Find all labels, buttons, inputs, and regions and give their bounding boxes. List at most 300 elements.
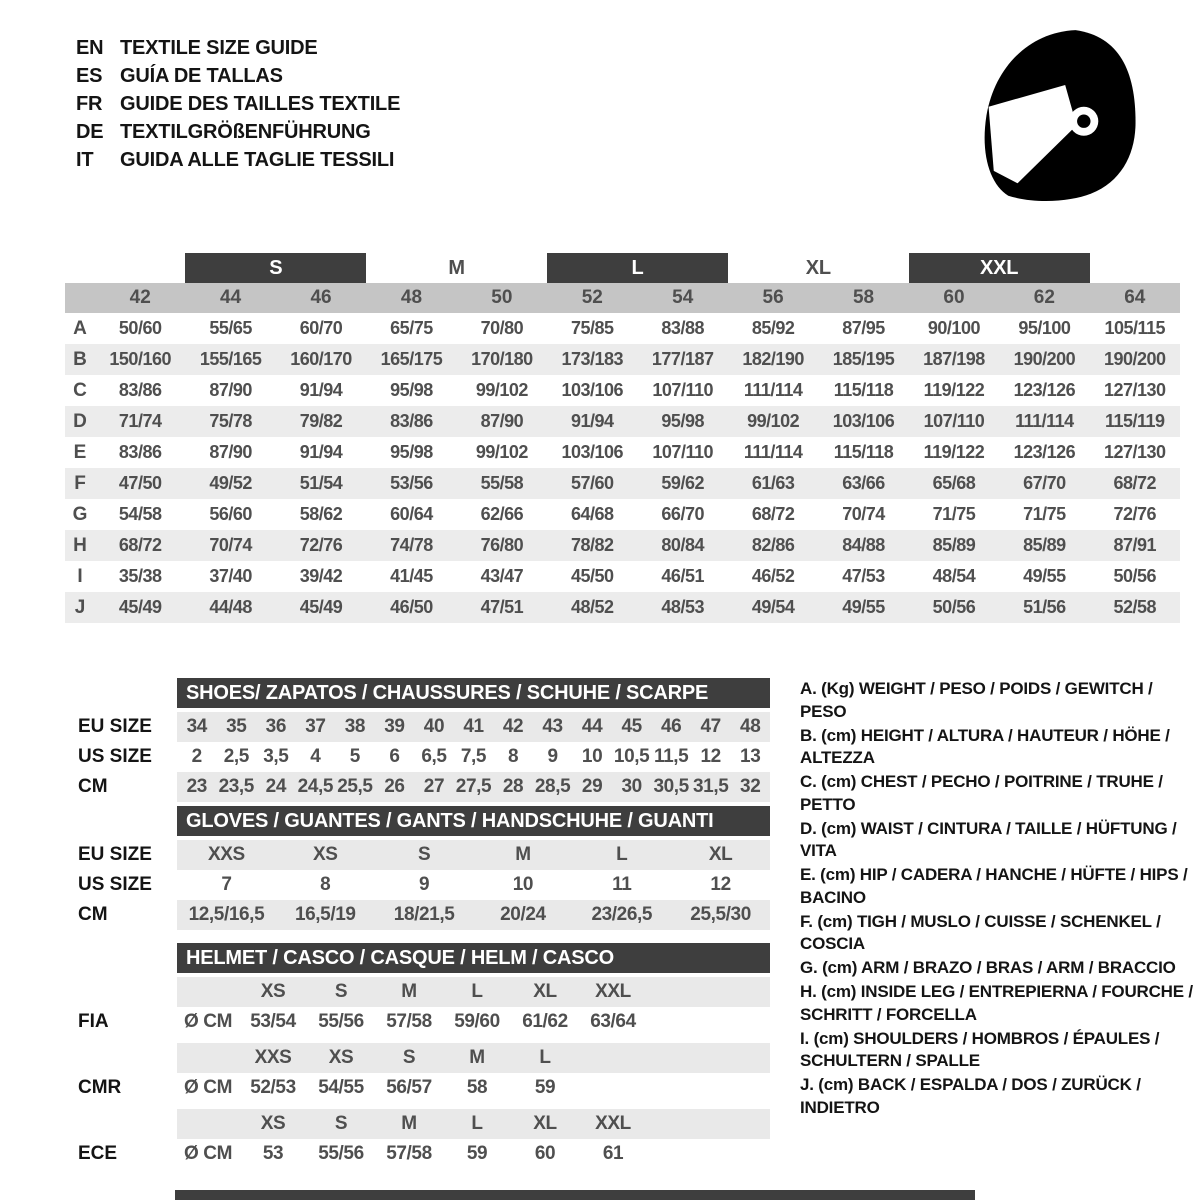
table-cell: 95/98 [390,442,433,462]
table-row [65,344,1180,375]
racing-helmet-icon [972,26,1148,204]
table-cell: 52/58 [1113,597,1157,617]
row-label-c: C [73,379,87,401]
table-row [65,592,1180,623]
table-cell: 62/66 [480,504,524,524]
table-cell: 155/165 [199,349,262,369]
table-cell: 170/180 [471,349,533,369]
table-cell: 78/82 [571,535,614,555]
row-label-f: F [74,472,86,494]
table-cell: 51/54 [299,473,343,493]
table-cell: 45/49 [118,597,162,617]
standard-label-ece: ECE [78,1143,118,1164]
table-cell: 46/52 [751,566,795,586]
table-cell: 160/170 [290,349,352,369]
row-label-b: B [73,348,87,370]
table-cell: 41 [463,716,484,737]
legend-item: B. (cm) HEIGHT / ALTURA / HAUTEUR / HÖHE / ALTEZZA [800,725,1170,767]
table-cell: 63/64 [590,1011,636,1032]
numeric-size-row [65,283,1180,313]
table-cell: M [515,844,531,865]
table-cell: XS [312,844,338,865]
table-cell: 18/21,5 [393,904,455,925]
legend-item: E. (cm) HIP / CADERA / HANCHE / HÜFTE / HIPS / BACINO [800,865,1188,907]
helmet-size-cell: XXS [254,1047,292,1068]
table-cell: 32 [740,776,761,797]
gloves-row [65,870,770,900]
table-cell: 46/51 [661,566,704,586]
table-row [65,375,1180,406]
table-cell: 99/102 [747,411,800,431]
helmet-size-cell: M [469,1047,485,1068]
table-cell: 61/62 [522,1011,568,1032]
measurement-rows [65,313,1180,623]
table-cell: 45/49 [299,597,343,617]
table-cell: XL [708,844,733,865]
table-cell: 12 [710,874,731,895]
helmet-size-cell: M [401,981,417,1002]
table-cell: 27 [423,776,445,797]
table-cell: 54/58 [118,504,162,524]
helmet-values-row-cmr [65,1073,770,1103]
gloves-row-label: US SIZE [78,874,152,895]
table-row [65,530,1180,561]
table-cell: 54/55 [318,1077,364,1098]
table-cell: 127/130 [1103,442,1166,462]
helmet-sizes-row-fia [65,977,770,1007]
table-cell: 45 [621,716,642,737]
table-cell: 99/102 [475,380,528,400]
language-title-row [76,90,400,118]
table-cell: 107/110 [652,442,713,462]
table-cell: 10 [512,874,534,895]
legend-item: I. (cm) SHOULDERS / HOMBROS / ÉPAULES / SCHULTERN / SPALLE [800,1028,1160,1070]
table-cell: 24,5 [297,776,334,797]
diameter-unit-label: Ø CM [183,1143,232,1164]
numeric-size: 64 [1124,287,1146,308]
row-label-d: D [73,410,87,432]
helmet-size-cell: S [334,1113,348,1134]
legend-item: F. (cm) TIGH / MUSLO / CUISSE / SCHENKEL / COSCIA [800,911,1161,953]
shoes-row [65,772,770,802]
legend-item: J. (cm) BACK / ESPALDA / DOS / ZURÜCK / INDIETRO [800,1075,1141,1117]
row-label-g: G [72,503,88,525]
guide-title: GUÍA DE TALLAS [120,64,283,87]
table-cell: 103/106 [561,380,624,400]
table-cell: 68/72 [751,504,795,524]
row-label-e: E [73,441,87,463]
table-cell: 20/24 [500,904,546,925]
table-cell: 2 [191,746,202,767]
textile-size-table [65,253,1180,623]
table-cell: 59 [534,1077,556,1098]
table-cell: 85/89 [1023,535,1066,555]
numeric-size: 56 [762,287,784,308]
row-label-h: H [73,534,87,556]
table-cell: 30 [621,776,642,797]
guide-title: TEXTILE SIZE GUIDE [120,36,318,59]
table-cell: 55/65 [209,318,252,338]
table-cell: 85/92 [751,318,795,338]
table-cell: 55/56 [318,1143,364,1164]
table-row [65,468,1180,499]
table-cell: 13 [740,746,761,767]
table-cell: 44/48 [209,597,252,617]
table-cell: 60/70 [299,318,343,338]
table-cell: 59/62 [661,473,704,493]
table-cell: 9 [547,746,558,767]
helmet-size-cell: XS [260,981,286,1002]
table-cell: XXS [208,844,245,865]
shoes-size-table [65,678,770,802]
table-cell: 95/98 [661,411,704,431]
table-cell: 38 [344,716,366,737]
shoes-row-label: CM [78,776,108,797]
numeric-size: 62 [1033,287,1055,308]
standard-label-cmr: CMR [78,1077,122,1098]
table-cell: 16,5/19 [294,904,356,925]
table-cell: 34 [186,716,207,737]
table-cell: 107/110 [923,411,985,431]
table-cell: 71/75 [1023,504,1066,524]
table-cell: 53 [262,1143,284,1164]
table-cell: 52/53 [250,1077,296,1098]
table-cell: 49/52 [209,473,252,493]
table-cell: 2,5 [223,746,249,767]
table-cell: 76/80 [480,535,524,555]
helmet-size-cell: L [471,981,483,1002]
table-cell: 50/60 [118,318,162,338]
gloves-row-label: CM [78,904,108,925]
table-cell: 91/94 [299,380,343,400]
language-code: IT [76,148,94,171]
guide-title: GUIDA ALLE TAGLIE TESSILI [120,148,395,171]
language-code: FR [76,92,103,115]
table-cell: 55/58 [480,473,524,493]
legend-item: H. (cm) INSIDE LEG / ENTREPIERNA / FOURCHE / SCHRITT / FORCELLA [800,982,1193,1024]
guide-title: GUIDE DES TAILLES TEXTILE [120,92,401,115]
language-title-row [76,34,400,62]
table-cell: 165/175 [380,349,443,369]
table-cell: 90/100 [927,318,980,338]
helmet-values-row-fia [65,1007,770,1037]
shoes-row [65,712,770,742]
table-cell: 105/115 [1104,318,1166,338]
table-cell: 60 [534,1143,556,1164]
table-cell: 25,5 [337,776,373,797]
table-cell: 111/114 [743,380,803,400]
language-code: DE [76,120,104,143]
helmet-size-cell: XL [533,1113,557,1134]
table-cell: 150/160 [109,349,171,369]
gloves-row-label: EU SIZE [78,844,152,865]
language-title-row [76,62,400,90]
measurement-legend [800,678,1200,1121]
table-cell: 75/85 [571,318,614,338]
diameter-unit-label: Ø CM [183,1077,232,1098]
table-cell: 49/55 [842,597,885,617]
table-cell: 3,5 [263,746,289,767]
table-cell: 48/53 [661,597,704,617]
table-cell: 46/50 [390,597,433,617]
numeric-size-spacer [65,283,95,313]
table-cell: 61 [602,1143,624,1164]
visor-pivot-inner [1077,114,1090,127]
table-cell: 70/74 [209,535,252,555]
gloves-title: GLOVES / GUANTES / GANTS / HANDSCHUHE / GUANTI [177,806,770,836]
table-cell: 111/114 [1015,411,1074,431]
table-cell: 95/98 [390,380,433,400]
table-cell: 107/110 [652,380,713,400]
table-cell: 56/57 [386,1077,432,1098]
table-cell: 10,5 [613,746,650,767]
table-cell: 85/89 [932,535,976,555]
table-cell: 70/74 [842,504,885,524]
table-cell: 72/76 [299,535,343,555]
language-code: ES [76,64,103,87]
table-cell: L [616,844,628,865]
table-cell: 65/75 [390,318,433,338]
table-cell: 74/78 [390,535,433,555]
table-cell: 37 [305,716,326,737]
gloves-row [65,840,770,870]
shoes-row-label: US SIZE [78,746,152,767]
shoes-row [65,742,770,772]
table-cell: 71/74 [118,411,162,431]
table-cell: 35/38 [118,566,162,586]
table-cell: 23 [186,776,207,797]
table-cell: 40 [423,716,445,737]
table-cell: 75/78 [209,411,252,431]
table-cell: 84/88 [842,535,885,555]
table-cell: 47/51 [480,597,524,617]
table-cell: 39 [384,716,405,737]
helmet-values-row-ece [65,1139,770,1169]
table-cell: 68/72 [1113,473,1157,493]
helmet-size-cell: XXL [595,1113,631,1134]
table-cell: 190/200 [1103,349,1166,369]
row-label-a: A [73,317,87,339]
table-cell: 4 [310,746,321,767]
helmet-size-cell: XS [328,1047,354,1068]
table-cell: 80/84 [661,535,704,555]
table-cell: 56/60 [209,504,252,524]
size-band-xxl: XXL [909,253,1090,283]
table-cell: 49/54 [751,597,795,617]
table-cell: 83/88 [661,318,704,338]
table-cell: 59/60 [454,1011,500,1032]
helmet-size-cell: XL [533,981,557,1002]
table-cell: 29 [581,776,603,797]
table-cell: 66/70 [661,504,704,524]
table-cell: 55/56 [318,1011,364,1032]
table-cell: 26 [384,776,405,797]
table-cell: 6,5 [421,746,447,767]
table-cell: 48 [740,716,761,737]
size-band-xl: XL [805,256,831,279]
table-cell: 87/90 [480,411,524,431]
table-cell: 5 [349,746,360,767]
table-cell: 64/68 [571,504,614,524]
standard-label-fia: FIA [78,1011,109,1032]
table-row [65,406,1180,437]
table-cell: 59 [466,1143,488,1164]
helmet-size-cell: S [402,1047,416,1068]
numeric-size: 48 [400,287,423,308]
table-cell: 11 [612,874,632,895]
table-row [65,437,1180,468]
table-cell: 63/66 [842,473,885,493]
helmet-size-cell: L [471,1113,483,1134]
legend-item: G. (cm) ARM / BRAZO / BRAS / ARM / BRACCIO [800,958,1176,977]
numeric-size: 54 [672,287,694,308]
table-cell: 119/122 [923,380,985,400]
language-title-row [76,118,400,146]
table-cell: 190/200 [1013,349,1076,369]
table-cell: 37/40 [209,566,252,586]
table-cell: 91/94 [571,411,614,431]
table-row [65,499,1180,530]
table-cell: 35 [226,716,247,737]
numeric-size: 58 [852,287,875,308]
table-cell: 91/94 [299,442,343,462]
table-cell: 44 [581,716,603,737]
table-cell: 53/56 [390,473,433,493]
table-cell: 187/198 [923,349,985,369]
table-cell: 87/90 [209,442,252,462]
table-cell: 87/91 [1113,535,1157,555]
table-cell: 43/47 [480,566,524,586]
table-cell: 51/56 [1023,597,1066,617]
table-cell: S [417,844,431,865]
shoes-title: SHOES/ ZAPATOS / CHAUSSURES / SCHUHE / SCARPE [177,678,770,708]
table-cell: 123/126 [1013,380,1076,400]
table-cell: 83/86 [118,380,162,400]
table-cell: 173/183 [561,349,624,369]
table-cell: 25,5/30 [690,904,751,925]
table-cell: 30,5 [653,776,689,797]
helmet-size-cell: L [539,1047,551,1068]
table-cell: 7 [221,874,232,895]
table-cell: 47/50 [118,473,162,493]
table-cell: 60/64 [390,504,433,524]
table-cell: 42 [502,716,524,737]
table-cell: 185/195 [832,349,895,369]
table-cell: 41/45 [390,566,433,586]
table-cell: 58/62 [299,504,343,524]
table-cell: 43 [542,716,563,737]
helmet-size-cell: S [334,981,348,1002]
helmet-title: HELMET / CASCO / CASQUE / HELM / CASCO [177,943,770,973]
table-cell: 27,5 [455,776,492,797]
table-cell: 36 [265,716,286,737]
table-cell: 48/54 [932,566,976,586]
numeric-size: 60 [943,287,965,308]
gloves-size-table [65,806,770,930]
table-cell: 12 [700,746,721,767]
table-cell: 87/90 [209,380,252,400]
table-cell: 24 [265,776,286,797]
table-cell: 95/100 [1018,318,1071,338]
table-cell: 111/114 [743,442,803,462]
helmet-sizes-row-cmr [65,1043,770,1073]
guide-title: TEXTILGRÖßENFÜHRUNG [120,120,371,143]
table-cell: 28 [502,776,524,797]
table-cell: 82/86 [751,535,795,555]
table-cell: 71/75 [932,504,976,524]
table-row [65,313,1180,344]
table-cell: 53/54 [250,1011,296,1032]
size-band-m: M [448,256,465,279]
table-cell: 115/118 [833,442,894,462]
table-cell: 57/58 [386,1011,432,1032]
table-cell: 12,5/16,5 [188,904,265,925]
table-cell: 70/80 [480,318,524,338]
table-cell: 31,5 [692,776,729,797]
helmet-size-cell: XS [260,1113,286,1134]
table-cell: 23/26,5 [591,904,653,925]
table-cell: 127/130 [1103,380,1166,400]
table-cell: 115/118 [833,380,894,400]
table-cell: 48/52 [571,597,614,617]
table-cell: 23,5 [218,776,254,797]
shoes-row-label: EU SIZE [78,716,152,737]
table-cell: 61/63 [751,473,795,493]
table-cell: 68/72 [118,535,162,555]
table-cell: 87/95 [842,318,885,338]
table-cell: 67/70 [1023,473,1066,493]
legend-item: A. (Kg) WEIGHT / PESO / POIDS / GEWITCH / PESO [800,679,1153,721]
table-cell: 28,5 [534,776,571,797]
table-cell: 11,5 [653,746,689,767]
table-cell: 123/126 [1013,442,1076,462]
table-cell: 46 [660,716,682,737]
numeric-size: 50 [491,287,513,308]
language-code: EN [76,36,104,59]
table-cell: 103/106 [561,442,624,462]
size-band-row [65,253,1180,283]
table-cell: 177/187 [651,349,714,369]
helmet-size-table [65,943,770,1169]
table-cell: 47 [700,716,721,737]
table-cell: 50/56 [932,597,976,617]
helmet-size-cell: XXL [595,981,631,1002]
row-label-i: I [77,565,83,587]
language-title-row [76,146,400,174]
table-cell: 47/53 [842,566,885,586]
language-title-list [76,34,400,174]
table-cell: 50/56 [1113,566,1157,586]
table-cell: 10 [581,746,603,767]
table-cell: 6 [389,746,400,767]
table-cell: 45/50 [571,566,614,586]
table-cell: 39/42 [299,566,343,586]
table-cell: 79/82 [299,411,343,431]
table-cell: 182/190 [742,349,804,369]
numeric-size: 44 [220,287,242,308]
legend-item: D. (cm) WAIST / CINTURA / TAILLE / HÜFTUNG / VITA [800,818,1177,860]
table-cell: 83/86 [118,442,162,462]
table-row [65,561,1180,592]
table-cell: 57/60 [571,473,614,493]
table-cell: 57/58 [386,1143,432,1164]
diameter-unit-label: Ø CM [183,1011,232,1032]
row-label-j: J [74,596,86,618]
legend-item: C. (cm) CHEST / PECHO / POITRINE / TRUHE / PETTO [800,772,1163,814]
table-cell: 103/106 [832,411,895,431]
numeric-size: 46 [310,287,332,308]
numeric-size: 42 [129,287,151,308]
